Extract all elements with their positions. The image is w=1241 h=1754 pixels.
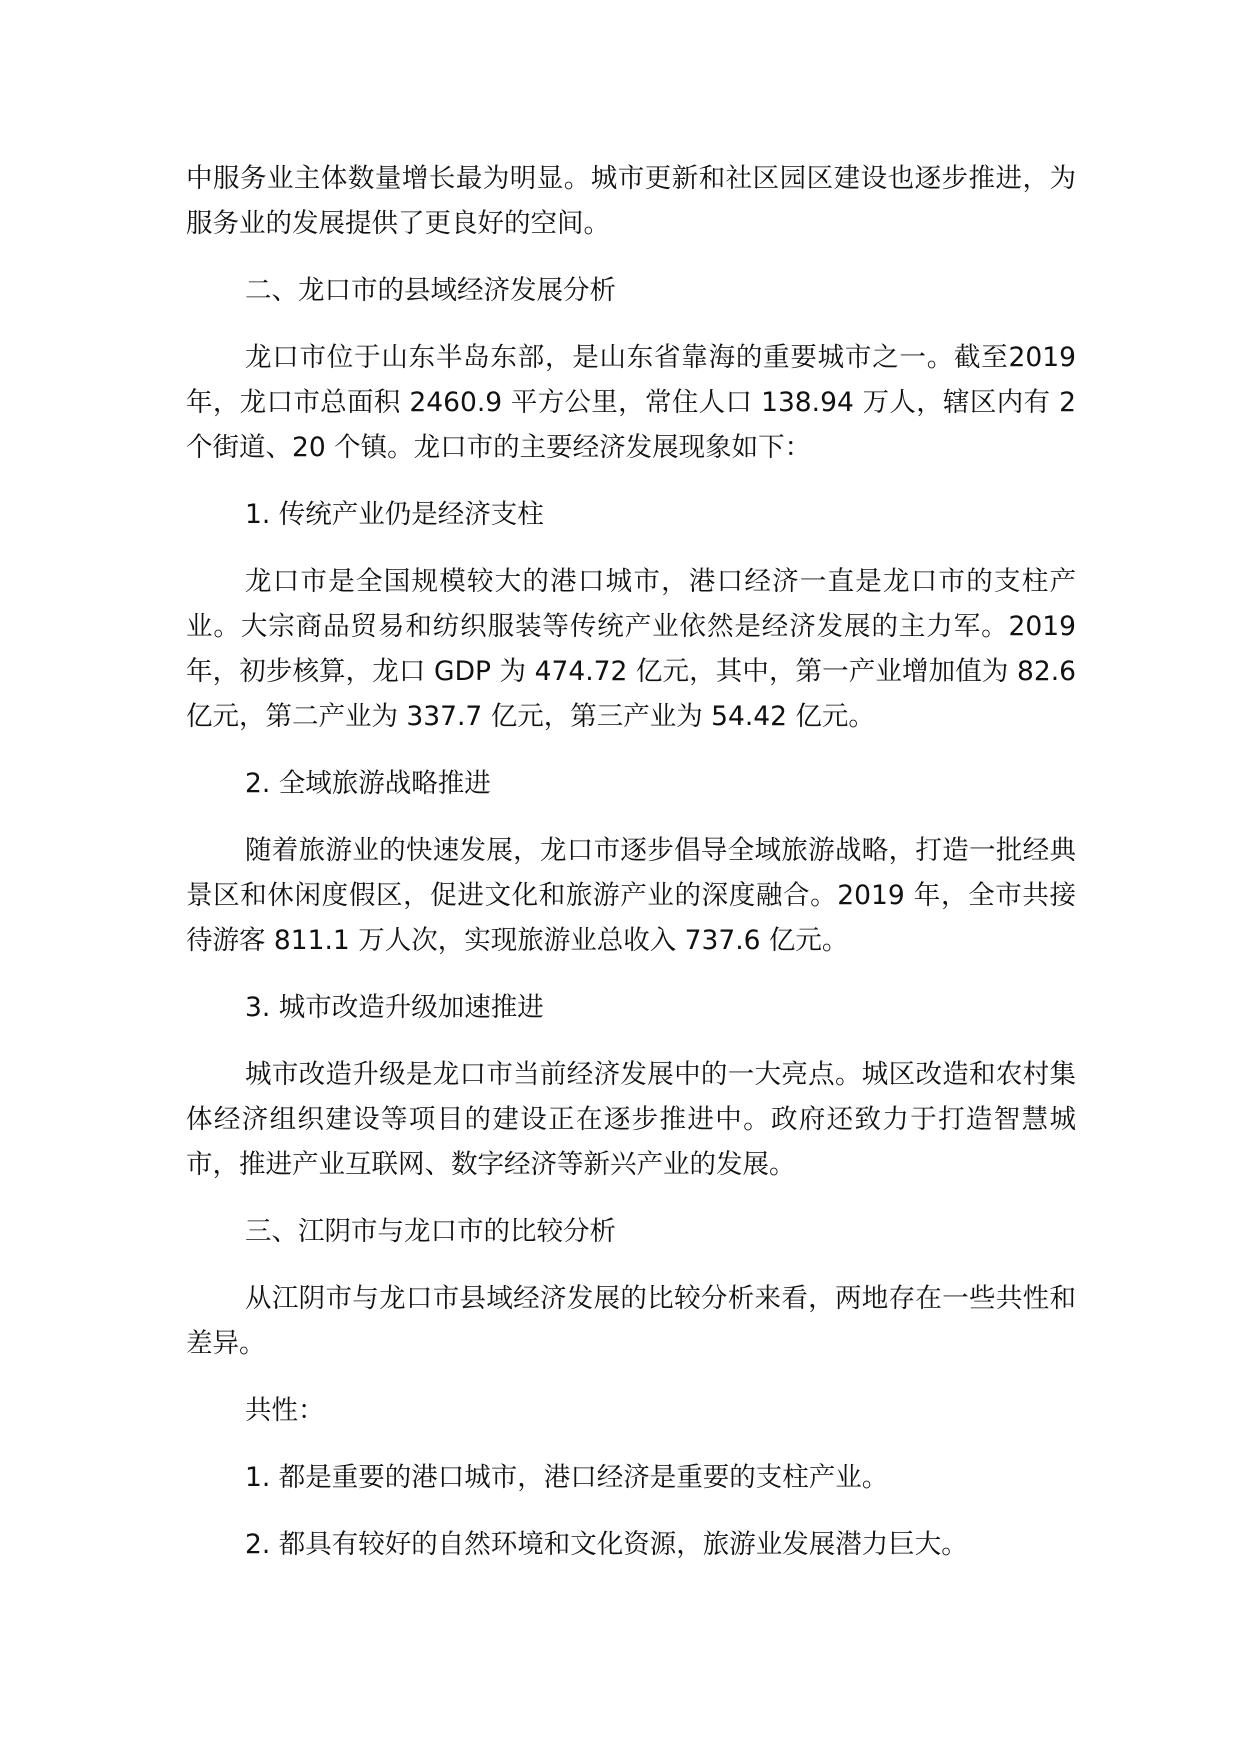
paragraph-comparison-intro: 从江阴市与龙口市县域经济发展的比较分析来看，两地存在一些共性和差异。 <box>186 1283 1076 1359</box>
paragraph-tourism-strategy: 随着旅游业的快速发展，龙口市逐步倡导全域旅游战略，打造一批经典景区和休闲度假区，促进文化和旅游产业的深度融合。2019 年，全市共接待游客 811.1 万人次，实现旅游业总收入 737.6 亿元。 <box>186 835 1076 956</box>
paragraph-traditional-industry: 龙口市是全国规模较大的港口城市，港口经济一直是龙口市的支柱产业。大宗商品贸易和纺织服装等传统产业依然是经济发展的主力军。2019 年，初步核算，龙口 GDP 为 474.72 亿元，其中，第一产业增加值为 82.6 亿元，第二产业为 337.7 亿元，第三产业为 54.42 亿元。 <box>186 566 1076 732</box>
subheading-traditional-industry: 1. 传统产业仍是经济支柱 <box>245 499 544 530</box>
subheading-commonalities: 共性： <box>245 1395 325 1426</box>
section-heading-longkou: 二、龙口市的县域经济发展分析 <box>245 275 616 306</box>
paragraph-continuation: 中服务业主体数量增长最为明显。城市更新和社区园区建设也逐步推进，为服务业的发展提供了更良好的空间。 <box>186 163 1076 239</box>
list-item-commonality-1: 1. 都是重要的港口城市，港口经济是重要的支柱产业。 <box>245 1462 889 1493</box>
list-item-commonality-2: 2. 都具有较好的自然环境和文化资源，旅游业发展潜力巨大。 <box>245 1529 968 1560</box>
paragraph-longkou-overview: 龙口市位于山东半岛东部，是山东省靠海的重要城市之一。截至2019 年，龙口市总面积 2460.9 平方公里，常住人口 138.94 万人，辖区内有 2 个街道、20 个镇。龙口市的主要经济发展现象如下： <box>186 342 1076 463</box>
document-body <box>186 156 1076 1589</box>
paragraph-urban-renewal: 城市改造升级是龙口市当前经济发展中的一大亮点。城区改造和农村集体经济组织建设等项目的建设正在逐步推进中。政府还致力于打造智慧城市，推进产业互联网、数字经济等新兴产业的发展。 <box>186 1059 1076 1180</box>
subheading-urban-renewal: 3. 城市改造升级加速推进 <box>245 992 544 1023</box>
subheading-tourism-strategy: 2. 全域旅游战略推进 <box>245 768 491 799</box>
section-heading-comparison: 三、江阴市与龙口市的比较分析 <box>245 1216 616 1247</box>
